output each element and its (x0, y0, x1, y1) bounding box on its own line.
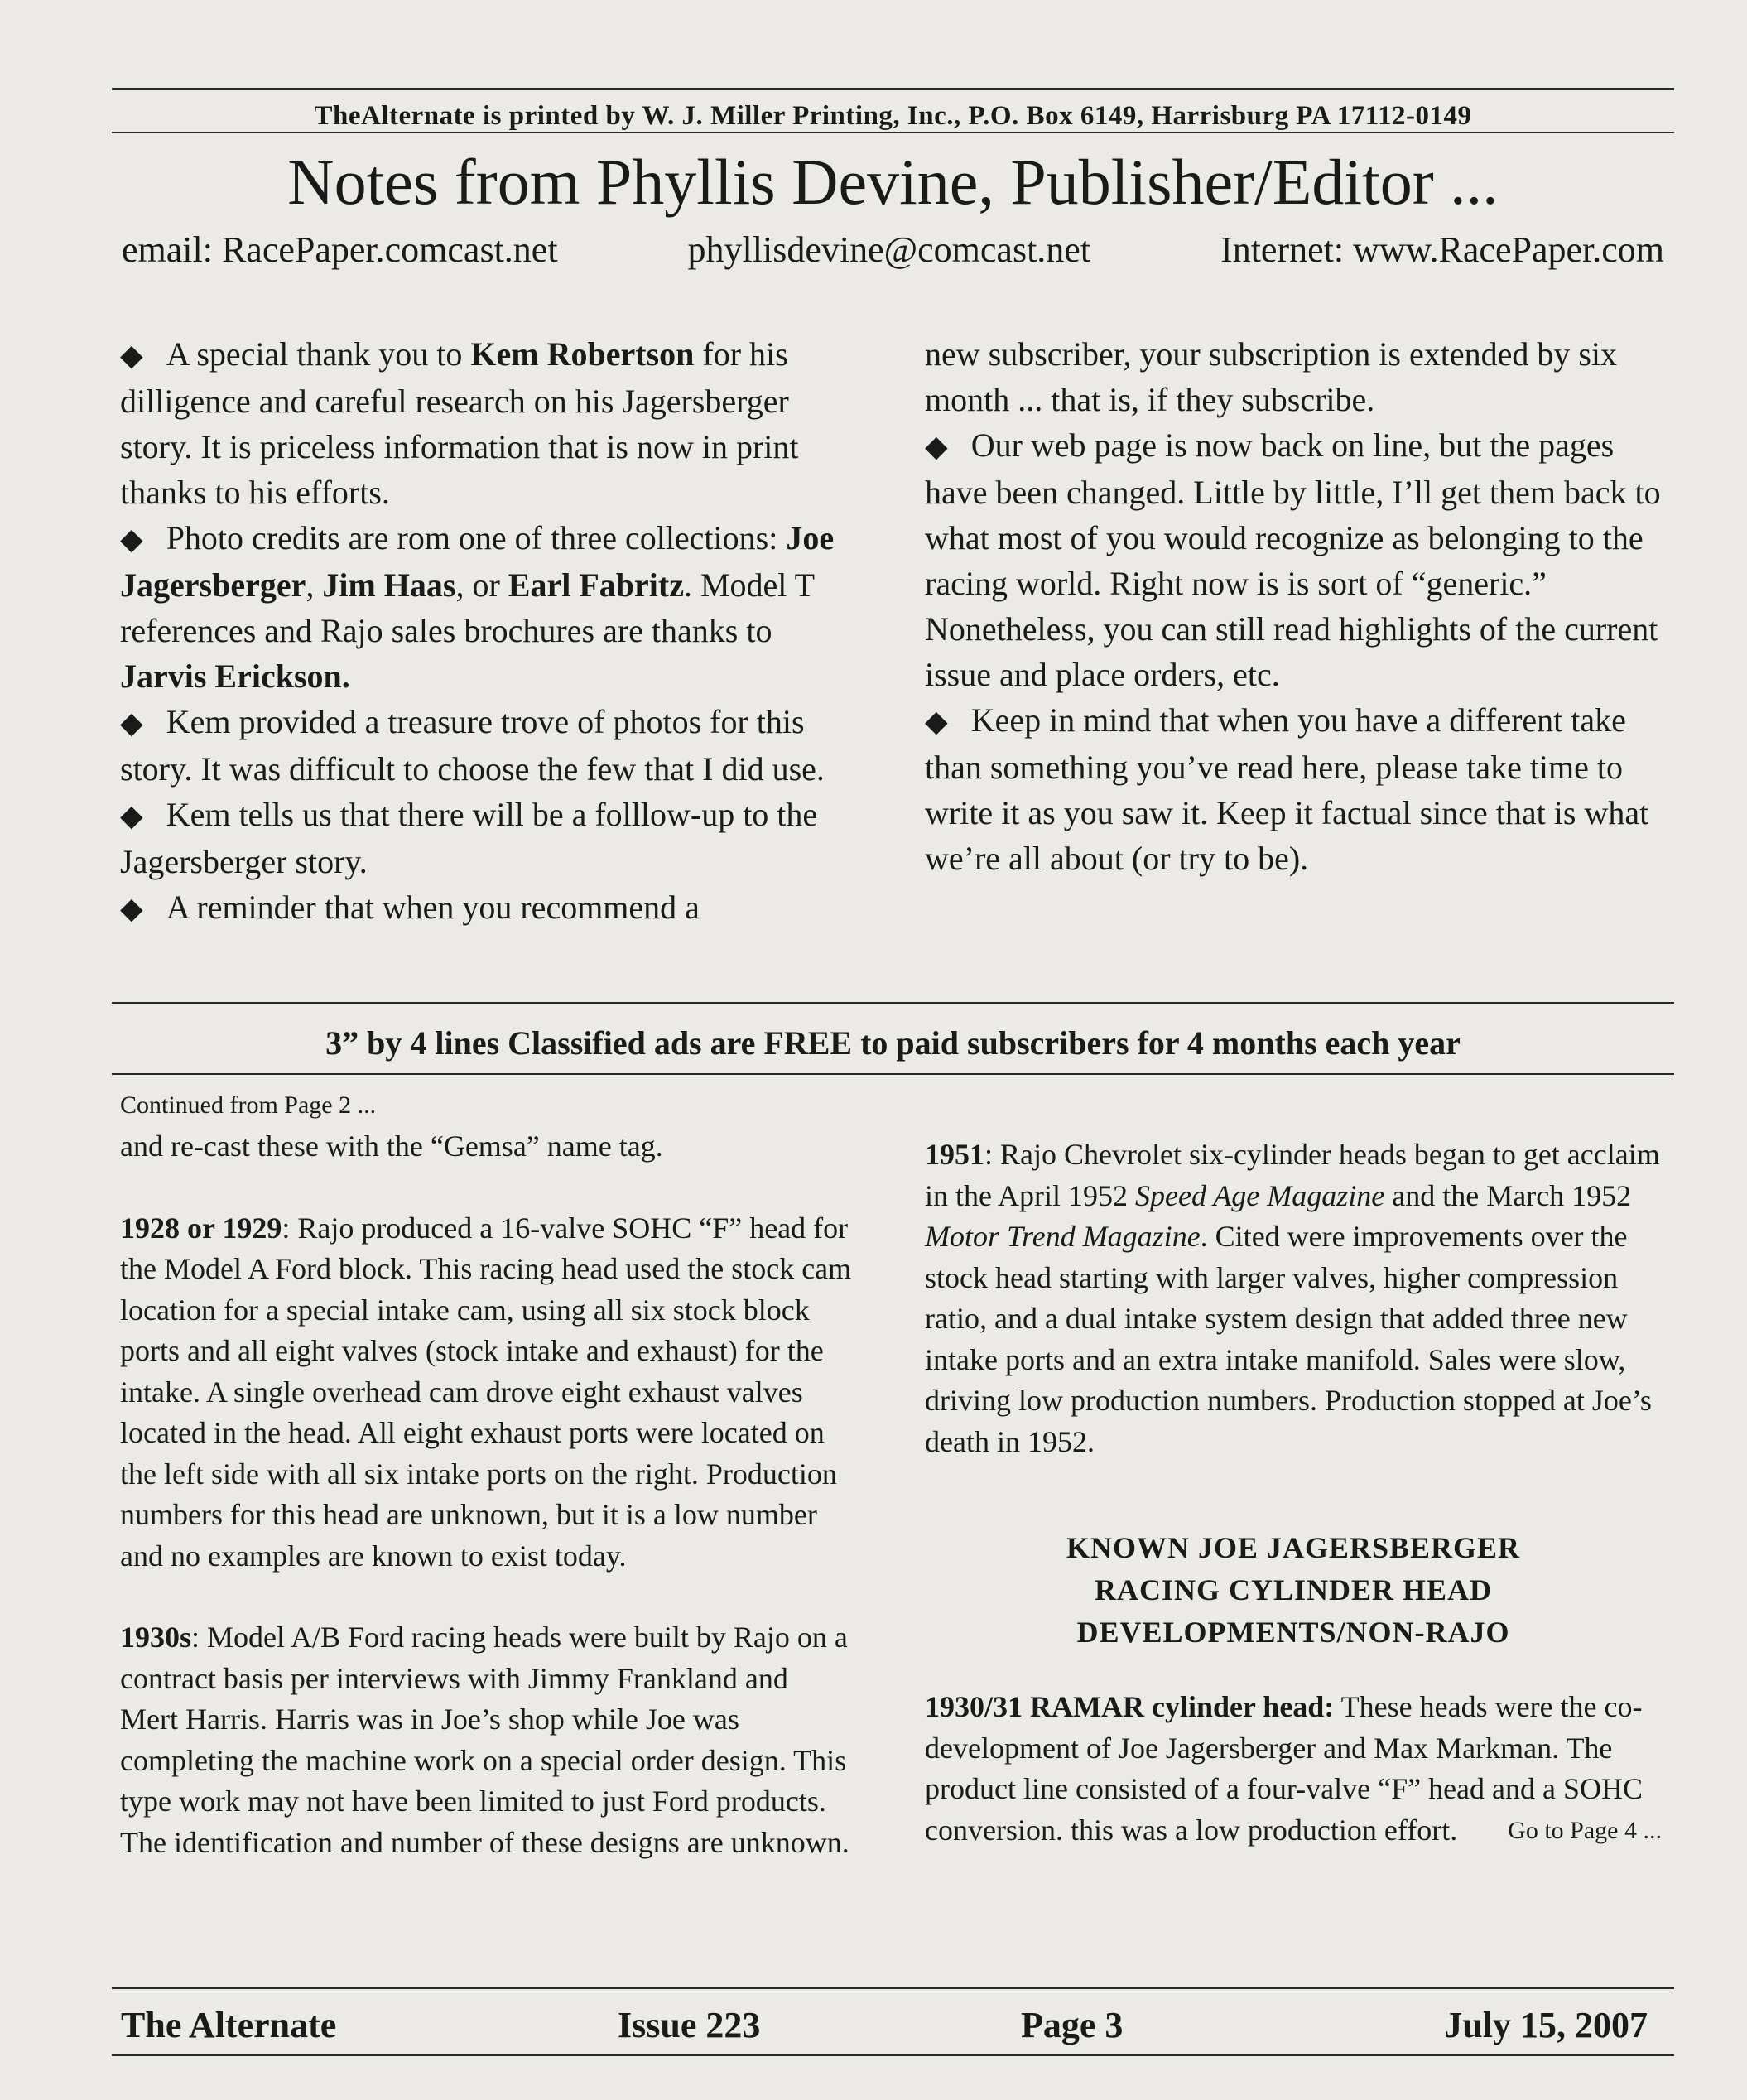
diamond-bullet-icon: ◆ (120, 523, 143, 556)
note-7-text: Keep in mind that when you have a different take than something you’ve read here, please take time to write it as you saw it. Keep it factual since that is what we’re all about (or try to be). (925, 701, 1649, 877)
note-2-name-3: Earl Fabritz (508, 566, 684, 604)
note-1 (120, 331, 865, 515)
note-2-text-c: , or (455, 566, 508, 604)
note-2-name-2: Jim Haas (322, 566, 456, 604)
diamond-bullet-icon: ◆ (925, 705, 948, 738)
printer-rule (112, 132, 1674, 133)
footer-issue: Issue 223 (618, 2005, 761, 2045)
note-1-name: Kem Robertson (470, 335, 695, 373)
article-p3-text-b: and the March 1952 (1384, 1178, 1632, 1212)
article-p1 (120, 1208, 853, 1577)
diamond-bullet-icon: ◆ (925, 430, 948, 463)
notes-left-column (120, 331, 865, 932)
note-3-text: Kem provided a treasure trove of photos for this story. It was difficult to choose the few that I did use. (120, 703, 825, 788)
note-6-text: Our web page is now back on line, but the pages have been changed. Little by little, I’ll get them back to what most of you would recognize as belonging to the racing world. Right now is is sort of “generic.” Nonetheless, you can still read highlights of the current issue and place orders, etc. (925, 426, 1661, 693)
note-2-text-d: . Model T references and Rajo sales brochures are thanks to (120, 566, 815, 649)
footer-bottom-rule (112, 2054, 1674, 2056)
article-p1-year: 1928 or 1929 (120, 1211, 282, 1245)
article-p4 (925, 1687, 1662, 1851)
section-heading-line-2: RACING CYLINDER HEAD (1094, 1573, 1493, 1606)
section-heading-line-3: DEVELOPMENTS/NON-RAJO (1076, 1616, 1510, 1649)
article-p2-text: : Model A/B Ford racing heads were built by Rajo on a contract basis per interviews with Jimmy Frankland and Mert Harris. Harris was in Joe’s shop while Joe was completing the machine work on a special order design. This type work may not have been limited to just Ford products. The identification and number of these designs are unknown. (120, 1621, 849, 1859)
diamond-bullet-icon: ◆ (120, 892, 143, 925)
article-right-column (925, 1134, 1662, 1851)
article-left-column (120, 1085, 853, 1863)
note-6 (925, 422, 1670, 697)
note-5-continued: new subscriber, your subscription is extended by six month ... that is, if they subscribe. (925, 335, 1618, 418)
footer-publication: The Alternate (121, 2005, 337, 2045)
article-p2 (120, 1617, 853, 1863)
article-p3-magazine-1: Speed Age Magazine (1135, 1178, 1385, 1212)
contact-line (112, 225, 1674, 275)
note-5-text-a: A reminder that when you recommend a (166, 889, 700, 926)
article-p1-text: : Rajo produced a 16-valve SOHC “F” head for the Model A Ford block. This racing head used the stock cam location for a special intake cam, using all six stock block ports and all eight valves (stock intake and exhaust) for the intake. A single overhead cam drove eight exhaust valves located in the head. All eight exhaust ports were located on the left side with all six intake ports on the right. Production numbers for this head are unknown, but it is a low number and no examples are known to exist today. (120, 1211, 852, 1573)
page-title: Notes from Phyllis Devine, Publisher/Editor ... (287, 146, 1499, 218)
notes-right-column (925, 331, 1670, 881)
note-2-name-1: Joe Jagersberger (120, 519, 835, 604)
article-p4-text: These heads were the co-development of Joe Jagersberger and Max Markman. The product line consisted of a four-valve “F” head and a SOHC conversion. this was a low production effort. (925, 1690, 1644, 1847)
note-3 (120, 699, 865, 792)
email-text: email: RacePaper.comcast.net (122, 229, 558, 270)
article-p3-magazine-2: Motor Trend Magazine (925, 1220, 1201, 1253)
diamond-bullet-icon: ◆ (120, 799, 143, 832)
footer-page: Page 3 (1021, 2005, 1124, 2045)
note-4 (120, 792, 865, 884)
go-to-page-note: Go to Page 4 ... (1508, 1816, 1662, 1844)
diamond-bullet-icon: ◆ (120, 339, 143, 372)
article-p0: and re-cast these with the “Gemsa” name tag. (120, 1129, 663, 1163)
footer-top-rule (112, 1987, 1674, 1989)
note-1-text-b: for his dilligence and careful research on his Jagersberger story. It is priceless information that is now in print thanks to his efforts. (120, 335, 799, 511)
footer-date: July 15, 2007 (1444, 2005, 1648, 2045)
email2-text: phyllisdevine@comcast.net (687, 229, 1091, 270)
classified-banner: 3” by 4 lines Classified ads are FREE to paid subscribers for 4 months each year (325, 1024, 1461, 1062)
note-4-text: Kem tells us that there will be a folllow-up to the Jagersberger story. (120, 796, 818, 880)
classified-top-rule (112, 1002, 1674, 1004)
article-p3-text-a: : Rajo Chevrolet six-cylinder heads began to get acclaim in the April 1952 (925, 1138, 1660, 1212)
note-7 (925, 697, 1670, 881)
diamond-bullet-icon: ◆ (120, 706, 143, 739)
printer-line: TheAlternate is printed by W. J. Miller Printing, Inc., P.O. Box 6149, Harrisburg PA 17112-0149 (314, 101, 1472, 131)
article-p3-year: 1951 (925, 1138, 984, 1171)
article-p3 (925, 1134, 1662, 1462)
article-p4-lead: 1930/31 RAMAR cylinder head: (925, 1690, 1335, 1723)
note-1-text-a: A special thank you to (166, 335, 471, 373)
article-p3-text-c: . Cited were improvements over the stock head starting with larger valves, higher compression ratio, and a dual intake system design that added three new intake ports and an extra intake manifold. Sales were slow, driving low production numbers. Production stopped at Joe’s death in 1952. (925, 1220, 1652, 1458)
internet-text: Internet: www.RacePaper.com (1220, 229, 1664, 270)
classified-bottom-rule (112, 1073, 1674, 1075)
top-rule (112, 88, 1674, 90)
note-5 (120, 884, 865, 932)
note-2 (120, 515, 865, 699)
note-2-text-a: Photo credits are rom one of three collections: (166, 519, 787, 556)
article-p2-year: 1930s (120, 1621, 192, 1654)
section-heading-line-1: KNOWN JOE JAGERSBERGER (1066, 1531, 1521, 1564)
note-2-text-b: , (306, 566, 323, 604)
note-2-name-4: Jarvis Erickson. (120, 657, 350, 695)
continued-note: Continued from Page 2 ... (120, 1091, 377, 1119)
